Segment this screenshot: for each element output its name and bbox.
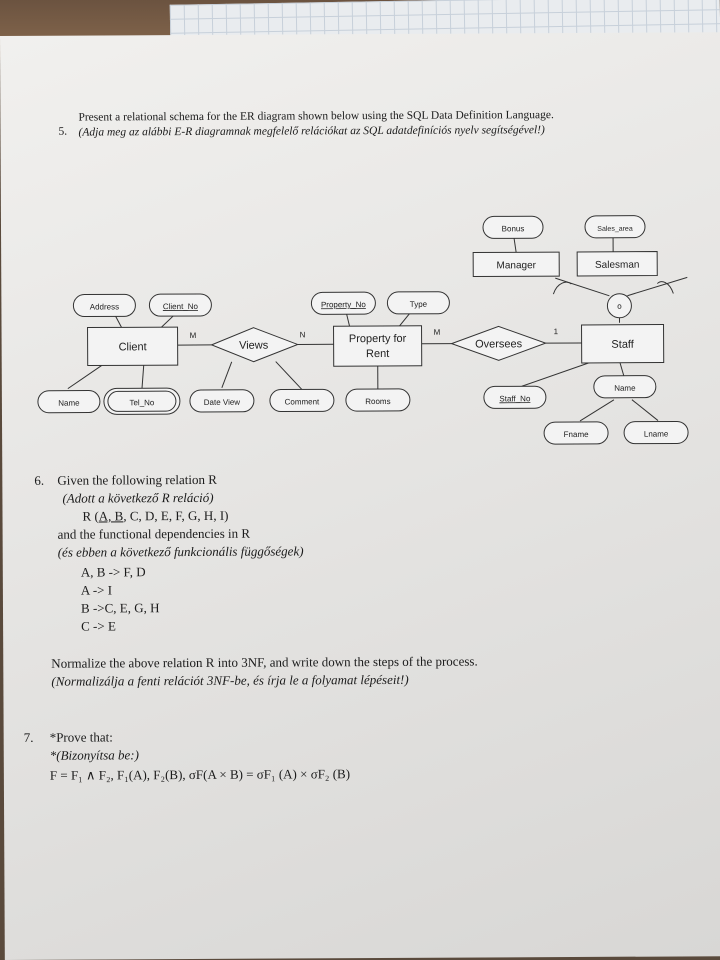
svg-text:Property_No: Property_No bbox=[320, 300, 366, 310]
svg-text:Property for: Property for bbox=[348, 332, 407, 346]
q6-fd-intro: and the functional dependencies in R bbox=[57, 525, 251, 542]
svg-text:Type: Type bbox=[409, 299, 428, 309]
svg-text:Comment: Comment bbox=[284, 397, 320, 407]
svg-text:Staff: Staff bbox=[611, 338, 634, 351]
card-views-client: M bbox=[189, 330, 197, 341]
q6-given: Given the following relation R bbox=[57, 471, 217, 488]
q5-text-hu: (Adja meg az alábbi E-R diagramnak megfelelő relációkat az SQL adatdefiníciós nyelv segítségével!) bbox=[78, 124, 545, 139]
entity-staff bbox=[582, 325, 664, 363]
svg-text:Rent: Rent bbox=[366, 347, 390, 361]
q7-prove: *Prove that: bbox=[49, 729, 113, 745]
attr-comment bbox=[270, 389, 334, 411]
specialization-circle bbox=[607, 294, 631, 318]
svg-text:Sales_area: Sales_area bbox=[597, 225, 633, 233]
svg-text:Salesman: Salesman bbox=[594, 259, 640, 271]
relationship-oversees bbox=[452, 326, 546, 360]
svg-text:Client: Client bbox=[118, 341, 147, 354]
svg-text:Client_No: Client_No bbox=[162, 301, 199, 312]
attr-address bbox=[73, 294, 135, 316]
entity-salesman bbox=[577, 252, 657, 276]
attr-name bbox=[38, 390, 100, 412]
entity-client bbox=[88, 327, 178, 365]
svg-text:Name: Name bbox=[614, 383, 636, 393]
fd-3: B ->C, E, G, H bbox=[80, 600, 160, 616]
relation-rest: , C, D, E, F, G, H, I) bbox=[123, 507, 229, 524]
q6-fd-intro-hu: (és ebben a következő funkcionális függőségek) bbox=[57, 543, 304, 560]
relation-prefix: R ( bbox=[82, 508, 99, 524]
q7-number: 7. bbox=[23, 729, 34, 745]
q6-number: 6. bbox=[34, 472, 45, 488]
svg-text:Tel_No: Tel_No bbox=[129, 398, 155, 408]
attr-staff-no bbox=[484, 386, 546, 408]
q5-number: 5. bbox=[58, 125, 68, 138]
svg-text:Staff_No: Staff_No bbox=[499, 394, 531, 404]
svg-text:Address: Address bbox=[89, 302, 120, 312]
exam-sheet bbox=[0, 32, 720, 960]
entity-manager bbox=[473, 252, 559, 276]
card-oversees-staff: 1 bbox=[553, 327, 559, 337]
svg-text:Fname: Fname bbox=[563, 429, 589, 440]
attr-tel-no bbox=[104, 388, 180, 414]
fd-2: A -> I bbox=[80, 582, 113, 598]
svg-text:Lname: Lname bbox=[643, 429, 669, 439]
attr-date-view bbox=[190, 390, 254, 412]
attr-bonus bbox=[483, 216, 543, 238]
attr-lname bbox=[624, 421, 688, 443]
svg-text:Name: Name bbox=[58, 398, 80, 408]
card-views-property: N bbox=[299, 330, 306, 340]
q6-task: Normalize the above relation R into 3NF, and write down the steps of the process. bbox=[51, 653, 478, 671]
fd-4: C -> E bbox=[81, 618, 116, 634]
attr-property-no bbox=[311, 292, 375, 314]
relation-key: A, B bbox=[98, 508, 124, 524]
entity-property-for-rent bbox=[334, 326, 422, 366]
svg-text:Date View: Date View bbox=[203, 397, 241, 407]
attr-staff-name bbox=[594, 376, 656, 398]
q7-prove-hu: *(Bizonyítsa be:) bbox=[49, 747, 139, 763]
relationship-views bbox=[212, 327, 298, 361]
q6-task-hu: (Normalizálja a fenti relációt 3NF-be, és írja le a folyamat lépéseit!) bbox=[51, 671, 409, 689]
q7-formula: F = F₁ ∧ F₂, F₁(A), F₂(B), σF(A × B) = σF₁ (A) × σF₂ (B) bbox=[49, 766, 351, 783]
attr-client-no bbox=[149, 294, 211, 316]
attr-type bbox=[387, 292, 449, 314]
q6-relation bbox=[82, 508, 228, 525]
card-oversees-property: M bbox=[433, 327, 441, 337]
fd-1: A, B -> F, D bbox=[80, 564, 146, 580]
svg-text:Views: Views bbox=[239, 339, 269, 352]
svg-text:Manager: Manager bbox=[496, 260, 536, 272]
q6-given-hu: (Adott a következő R reláció) bbox=[62, 489, 214, 506]
attr-fname bbox=[544, 422, 608, 444]
svg-text:Oversees: Oversees bbox=[475, 338, 523, 351]
attr-rooms bbox=[346, 389, 410, 411]
svg-text:Rooms: Rooms bbox=[365, 396, 391, 407]
q5-text: Present a relational schema for the ER diagram shown below using the SQL Data Definition Language. bbox=[78, 109, 554, 124]
svg-text:Bonus: Bonus bbox=[501, 224, 525, 234]
attr-sales-area bbox=[585, 216, 645, 238]
svg-text:o: o bbox=[617, 301, 622, 311]
er-diagram bbox=[1, 167, 720, 471]
